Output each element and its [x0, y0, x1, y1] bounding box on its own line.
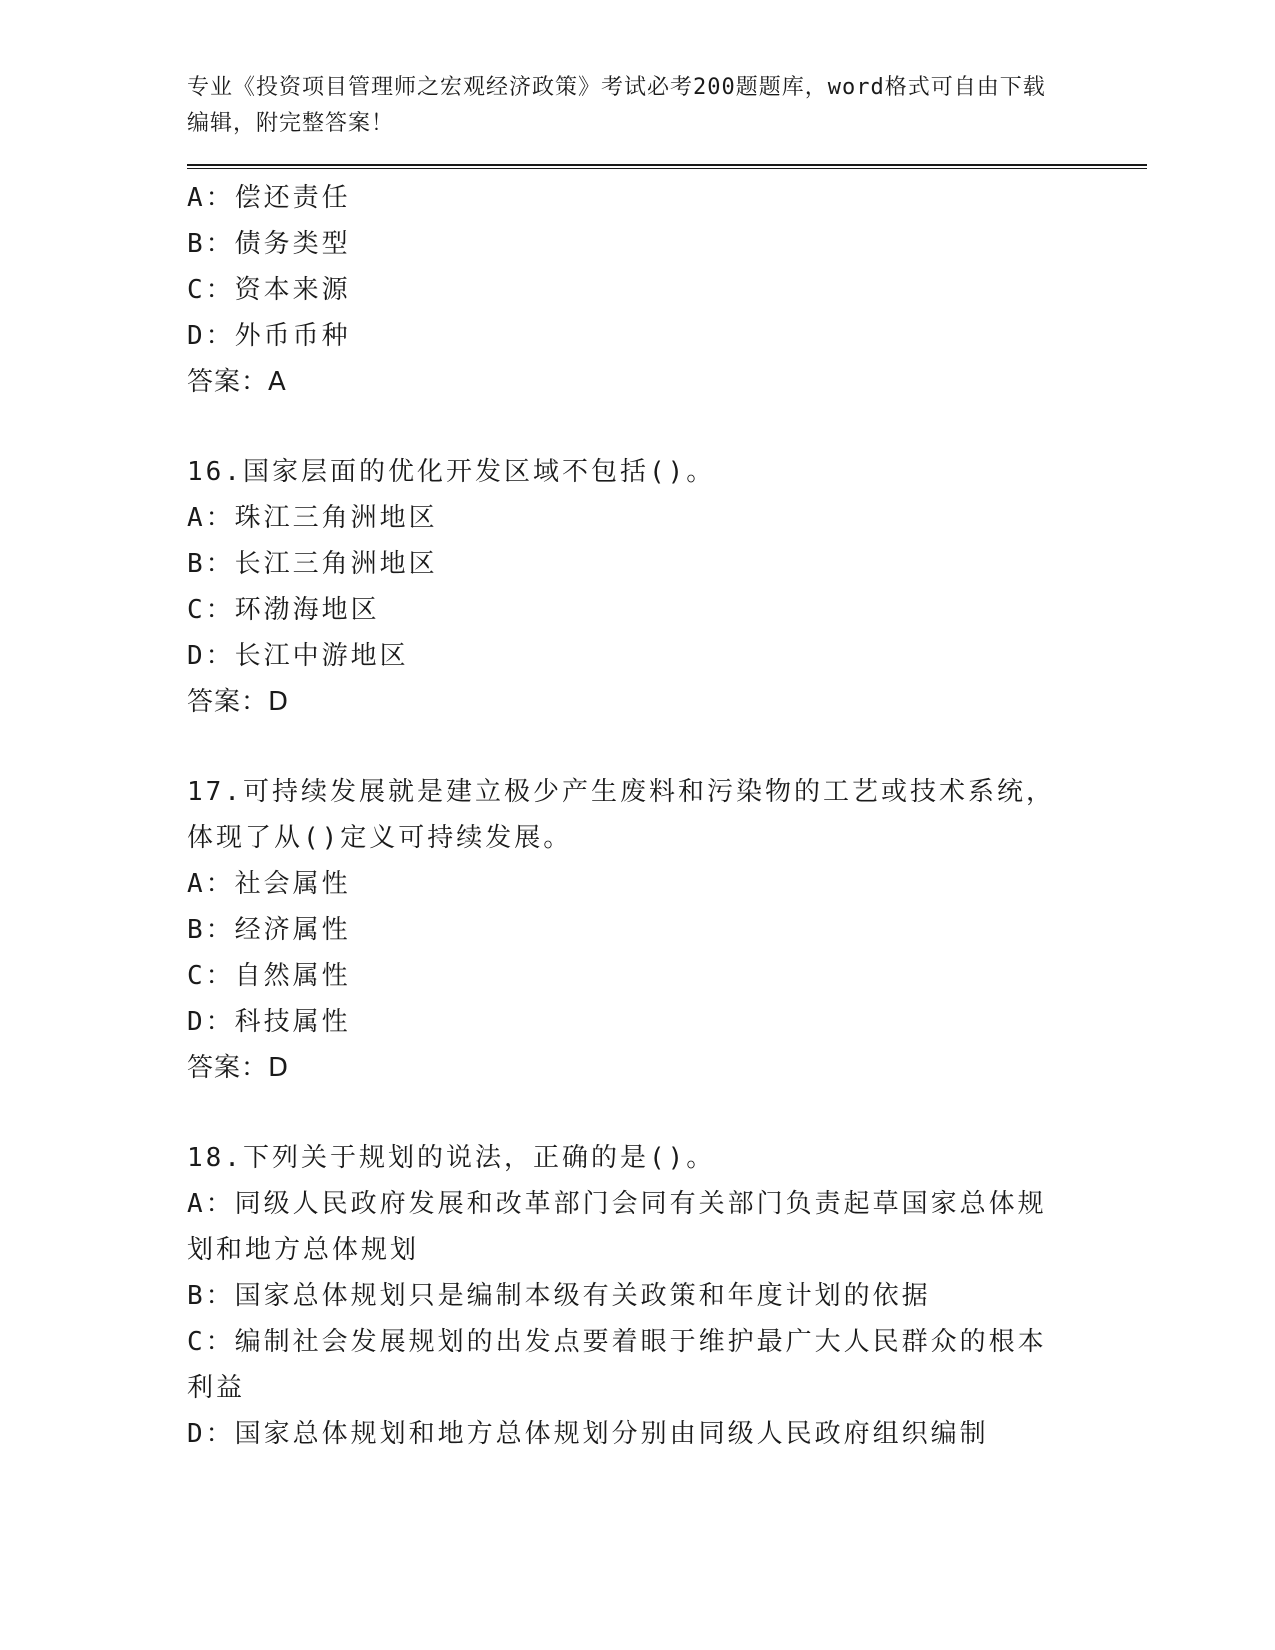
q16-question: 16.国家层面的优化开发区域不包括()。 — [187, 457, 716, 487]
q17-answer: 答案：D — [187, 1053, 290, 1083]
q18-option-a: A：同级人民政府发展和改革部门会同有关部门负责起草国家总体规划和地方总体规划 — [187, 1189, 1047, 1265]
q16-option-c: C：环渤海地区 — [187, 595, 380, 625]
question-15-block — [187, 175, 1147, 405]
q17-option-a: A：社会属性 — [187, 869, 351, 899]
q15-option-c: C：资本来源 — [187, 275, 351, 305]
spacer — [187, 1091, 1147, 1135]
q17-question: 17.可持续发展就是建立极少产生废料和污染物的工艺或技术系统，体现了从()定义可持续发展。 — [187, 777, 1055, 853]
q15-option-d: D：外币币种 — [187, 321, 351, 351]
q15-option-a: A：偿还责任 — [187, 183, 351, 213]
header-divider — [187, 164, 1147, 169]
q16-answer: 答案：D — [187, 687, 290, 717]
q16-option-d: D：长江中游地区 — [187, 641, 409, 671]
q17-option-d: D：科技属性 — [187, 1007, 351, 1037]
q16-option-b: B：长江三角洲地区 — [187, 549, 438, 579]
question-17-block — [187, 769, 1147, 1091]
q15-option-b: B：债务类型 — [187, 229, 351, 259]
document-page — [187, 70, 1147, 1457]
q18-option-b: B：国家总体规划只是编制本级有关政策和年度计划的依据 — [187, 1281, 931, 1311]
q16-option-a: A：珠江三角洲地区 — [187, 503, 438, 533]
q18-option-d: D：国家总体规划和地方总体规划分别由同级人民政府组织编制 — [187, 1419, 989, 1449]
q18-option-c: C：编制社会发展规划的出发点要着眼于维护最广大人民群众的根本利益 — [187, 1327, 1047, 1403]
q18-question: 18.下列关于规划的说法，正确的是()。 — [187, 1143, 716, 1173]
q15-answer: 答案：A — [187, 367, 287, 397]
document-header: 专业《投资项目管理师之宏观经济政策》考试必考200题题库，word格式可自由下载编辑，附完整答案！ — [187, 75, 1046, 136]
q17-option-c: C：自然属性 — [187, 961, 351, 991]
spacer — [187, 725, 1147, 769]
question-16-block — [187, 449, 1147, 725]
spacer — [187, 405, 1147, 449]
q17-option-b: B：经济属性 — [187, 915, 351, 945]
question-18-block — [187, 1135, 1147, 1457]
